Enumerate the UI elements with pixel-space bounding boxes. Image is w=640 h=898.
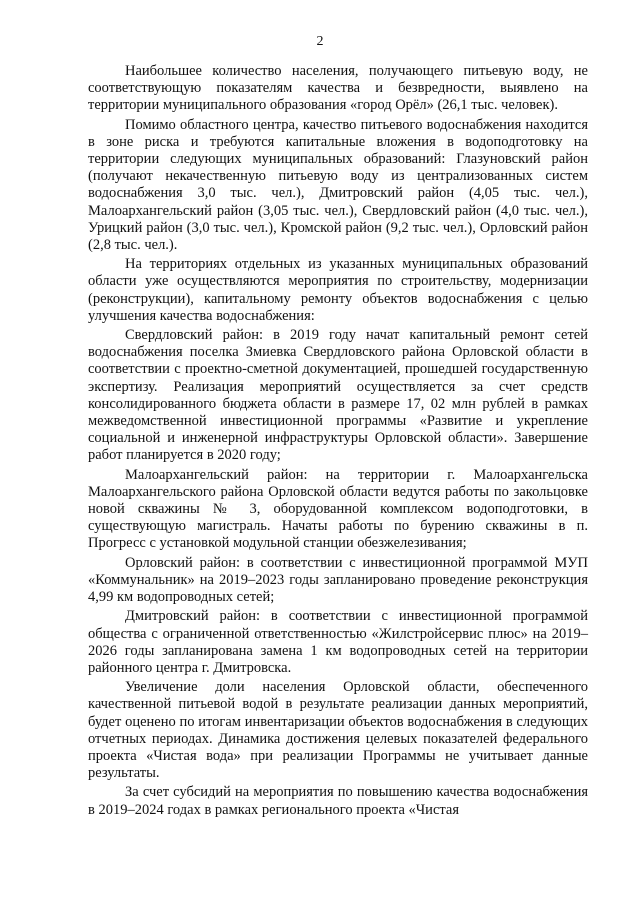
paragraph: Свердловский район: в 2019 году начат капитальный ремонт сетей водоснабжения поселка Змиевка Свердловского района Орловской области в соответствии с проектно-сметной документацией, прошедшей государственную экспертизу. Реализация мероприятий осуществляется за счет средств консолидированного бюджета области в размере 17, 02 млн рублей в рамках межведомственной инвестиционной программы «Развитие и укрепление социальной и инженерной инфраструктуры Орловской области». Завершение работ планируется в 2020 году;: [88, 327, 588, 464]
paragraph: За счет субсидий на мероприятия по повышению качества водоснабжения в 2019–2024 годах в рамках регионального проекта «Чистая: [88, 784, 588, 818]
paragraph: Увеличение доли населения Орловской области, обеспеченного качественной питьевой водой в результате реализации данных мероприятий, будет оценено по итогам инвентаризации объектов водоснабжения в следующих отчетных периодах. Динамика достижения целевых показателей федерального проекта «Чистая вода» при реализации Программы не учитывает данные результаты.: [88, 679, 588, 782]
page-number: 2: [316, 34, 324, 49]
paragraph: Дмитровский район: в соответствии с инвестиционной программой общества с ограниченной ответственностью «Жилстройсервис плюс» на 2019–2026 годы запланирована замена 1 км водопроводных сетей на территории районного центра г. Дмитровска.: [88, 608, 588, 676]
paragraph: Орловский район: в соответствии с инвестиционной программой МУП «Коммунальник» на 2019–2023 годы запланировано проведение реконструкция 4,99 км водопроводных сетей;: [88, 554, 588, 606]
paragraph: Наибольшее количество населения, получающего питьевую воду, не соответствующую показателям качества и безвредности, выявлено на территории муниципального образования «город Орёл» (26,1 тыс. человек).: [88, 63, 588, 114]
document-body: [88, 63, 588, 821]
paragraph: На территориях отдельных из указанных муниципальных образований области уже осуществляются мероприятия по строительству, модернизации (реконструкции), капитальному ремонту объектов водоснабжения с целью улучшения качества водоснабжения:: [88, 256, 588, 324]
paragraph: Малоархангельский район: на территории г. Малоархангельска Малоархангельского района Орловской области ведутся работы по закольцовке новой скважины № 3, оборудованной комплексом водоподготовки, в существующую магистраль. Начаты работы по бурению скважины в п. Прогресс с установкой модульной станции обезжелезивания;: [88, 466, 588, 552]
paragraph: Помимо областного центра, качество питьевого водоснабжения находится в зоне риска и требуются капитальные вложения в водоподготовку на территории следующих муниципальных образований: Глазуновский район (получают некачественную питьевую воду из централизованных систем водоснабжения 3,0 тыс. чел.), Дмитровский район (4,05 тыс. чел.), Малоархангельский район (3,05 тыс. чел.), Свердловский район (4,0 тыс. чел.), Урицкий район (3,0 тыс. чел.), Кромской район (9,2 тыс. чел.), Орловский район (2,8 тыс. чел.).: [88, 116, 588, 254]
